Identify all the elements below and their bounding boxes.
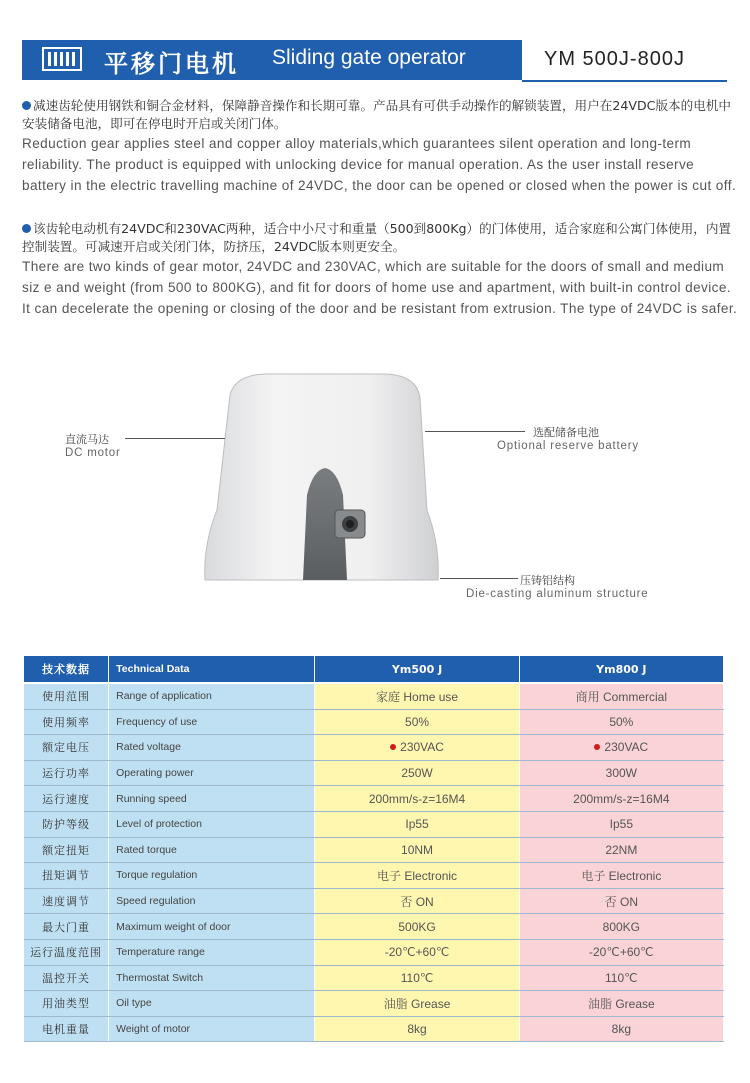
intro-paragraph-2	[22, 220, 742, 319]
table-row	[24, 735, 724, 761]
table-row	[24, 991, 724, 1017]
model-range: YM 500J-800J	[544, 48, 685, 70]
ym500-value	[315, 811, 519, 837]
ym800-value-text: 8kg	[611, 1022, 631, 1037]
row-label-cn	[24, 837, 109, 863]
table-row	[24, 811, 724, 837]
ym800-value	[519, 837, 723, 863]
ym500-value	[315, 965, 519, 991]
row-label-cn	[24, 1016, 109, 1042]
row-label-en	[109, 1016, 315, 1042]
row-label-cn-text: 额定电压	[42, 741, 91, 755]
table-row	[24, 709, 724, 735]
row-label-cn-text: 温控开关	[42, 971, 91, 985]
ym500-value-text: 230VAC	[400, 740, 444, 755]
ym800-value	[519, 1016, 723, 1042]
ym800-value-text: 230VAC	[604, 740, 649, 755]
page-title-en: Sliding gate operator	[272, 46, 466, 69]
ym800-value	[519, 760, 723, 786]
table-row	[24, 965, 724, 991]
row-label-cn-text: 运行功率	[42, 767, 91, 781]
gate-logo-icon	[42, 44, 82, 74]
table-row	[24, 863, 724, 889]
bullet-icon	[22, 101, 31, 110]
row-label-cn	[24, 991, 109, 1017]
row-label-en	[109, 965, 315, 991]
ym500-value	[315, 786, 519, 812]
ym500-value-text: 8kg	[407, 1022, 427, 1037]
row-label-cn	[24, 735, 109, 761]
row-label-en-text: Speed regulation	[116, 895, 196, 908]
ym800-value-text: 200mm/s-z=16M4	[573, 791, 670, 806]
header-rule	[522, 80, 727, 82]
callout-battery-en: Optional reserve battery	[497, 440, 639, 452]
row-label-en-text: Rated torque	[116, 843, 177, 856]
ym500-value-text: 200mm/s-z=16M4	[368, 791, 466, 806]
table-row	[24, 914, 724, 940]
callout-motor-en: DC motor	[65, 447, 121, 459]
ym500-value	[315, 760, 519, 786]
intro-p1-en: Reduction gear applies steel and copper alloy materials,which guarantees silent operation and long-term reliability. The product is equipped with unlocking device for manual operation. As the user install reserve battery in the electric travelling machine of 24VDC, the door can be opened or closed when the power is cut off.	[22, 136, 737, 193]
ym800-value	[519, 991, 723, 1017]
row-label-cn	[24, 939, 109, 965]
row-label-cn	[24, 709, 109, 735]
table-row	[24, 939, 724, 965]
row-label-cn-text: 使用范围	[42, 690, 91, 704]
ym500-value	[315, 1016, 519, 1042]
row-label-en	[109, 760, 315, 786]
ym800-value	[519, 914, 723, 940]
header-cn: 技术数据	[24, 656, 109, 683]
ym800-value	[519, 888, 723, 914]
ym800-value-text: -20℃+60℃	[589, 945, 654, 960]
row-label-en-text: Thermostat Switch	[116, 971, 204, 984]
ym800-value	[519, 965, 723, 991]
row-label-cn	[24, 888, 109, 914]
row-label-en	[109, 811, 315, 837]
ym800-value	[519, 735, 723, 761]
row-label-en-text: Maximum weight of door	[116, 920, 231, 933]
ym800-value-text: 800KG	[602, 919, 640, 934]
row-label-en-text: Range of application	[116, 690, 212, 703]
ym800-value	[519, 939, 723, 965]
row-label-cn	[24, 760, 109, 786]
header-ym500: Ym500 J	[315, 656, 519, 683]
table-row	[24, 837, 724, 863]
row-label-en	[109, 939, 315, 965]
ym500-value-text: Ip55	[405, 817, 429, 832]
callout-casting-en: Die-casting aluminum structure	[466, 588, 649, 600]
ym500-value	[315, 837, 519, 863]
row-label-en	[109, 683, 315, 709]
spec-table-header	[24, 656, 724, 683]
ym500-value-text: 10NM	[401, 842, 434, 857]
row-label-en-text: Weight of motor	[116, 1023, 191, 1036]
table-row	[24, 1016, 724, 1042]
row-label-cn-text: 速度调节	[42, 895, 91, 909]
ym500-value	[315, 709, 519, 735]
row-label-en-text: Torque regulation	[116, 869, 198, 882]
intro-p2-en: There are two kinds of gear motor, 24VDC and 230VAC, which are suitable for the doors of small and medium siz e and weight (from 500 to 800KG), and fit for doors of home use and apartment, with built-in control device. It can decelerate the opening or closing of the door and be resistant from extrusion. The type of 24VDC is safer.	[22, 259, 738, 316]
intro-p1-cn: 减速齿轮使用钢铁和铜合金材料，保障静音操作和长期可靠。产品具有可供手动操作的解锁装置，用户在24VDC版本的电机中安装储备电池，即可在停电时开启或关闭门体。	[22, 98, 732, 131]
row-label-en	[109, 837, 315, 863]
ym500-value-text: 500KG	[398, 919, 436, 934]
ym800-value-text: 110℃	[605, 970, 638, 985]
row-label-en	[109, 863, 315, 889]
row-label-cn	[24, 786, 109, 812]
row-label-en-text: Operating power	[116, 767, 194, 780]
callout-casting-line	[440, 578, 518, 579]
page-header	[22, 38, 727, 82]
callout-motor	[65, 431, 121, 459]
ym500-value-text: 110℃	[400, 970, 434, 985]
row-label-cn-text: 运行速度	[42, 792, 91, 806]
ym500-value-text: 电子 Electronic	[377, 868, 458, 883]
row-label-en-text: Level of protection	[116, 818, 202, 831]
ym500-value	[315, 939, 519, 965]
ym800-value-text: 否 ON	[604, 894, 638, 909]
ym800-value-text: 电子 Electronic	[581, 868, 662, 883]
red-dot-icon	[594, 744, 600, 750]
row-label-en	[109, 991, 315, 1017]
intro-p2-cn: 该齿轮电动机有24VDC和230VAC两种，适合中小尺寸和重量（500到800Kg）的门体使用，适合家庭和公寓门体使用，内置控制装置。可减速开启或关闭门体，防挤压，24VDC版本则更安全。	[22, 221, 732, 254]
callout-battery-line	[425, 431, 525, 432]
red-dot-icon	[390, 744, 396, 750]
spec-table	[24, 656, 724, 1042]
row-label-cn	[24, 965, 109, 991]
row-label-cn	[24, 811, 109, 837]
ym800-value-text: 22NM	[605, 842, 638, 857]
callout-battery-cn: 选配储备电池	[533, 426, 599, 439]
callout-motor-cn: 直流马达	[65, 433, 109, 446]
ym800-value-text: 油脂 Grease	[587, 996, 655, 1011]
ym500-value	[315, 888, 519, 914]
ym800-value	[519, 786, 723, 812]
row-label-cn-text: 扭矩调节	[42, 869, 91, 883]
ym800-value	[519, 811, 723, 837]
row-label-cn-text: 运行温度范围	[30, 946, 103, 960]
ym500-value	[315, 863, 519, 889]
row-label-cn-text: 额定扭矩	[42, 843, 91, 857]
ym500-value-text: 家庭 Home use	[376, 689, 459, 704]
row-label-en	[109, 735, 315, 761]
row-label-cn	[24, 914, 109, 940]
ym500-value-text: 油脂 Grease	[383, 996, 451, 1011]
header-ym800: Ym800 J	[519, 656, 723, 683]
callout-casting-cn: 压铸铝结构	[520, 574, 575, 587]
row-label-en	[109, 888, 315, 914]
ym500-value-text: 50%	[405, 714, 430, 729]
table-row	[24, 786, 724, 812]
row-label-en	[109, 786, 315, 812]
ym800-value	[519, 683, 723, 709]
callout-motor-line	[125, 438, 225, 439]
table-row	[24, 888, 724, 914]
ym500-value	[315, 914, 519, 940]
callout-battery	[497, 424, 639, 452]
spec-table-body	[24, 683, 724, 1042]
row-label-en	[109, 709, 315, 735]
ym500-value-text: 250W	[401, 766, 433, 781]
row-label-cn	[24, 683, 109, 709]
row-label-en-text: Temperature range	[116, 946, 205, 959]
row-label-cn-text: 电机重量	[42, 1023, 91, 1037]
row-label-cn-text: 用油类型	[42, 997, 91, 1011]
row-label-en	[109, 914, 315, 940]
ym800-value-text: Ip55	[609, 817, 633, 832]
ym500-value-text: -20℃+60℃	[384, 945, 450, 960]
intro-paragraph-1	[22, 97, 742, 196]
ym500-value	[315, 683, 519, 709]
table-row	[24, 760, 724, 786]
ym800-value-text: 300W	[605, 766, 637, 781]
ym500-value-text: 否 ON	[400, 894, 434, 909]
table-row	[24, 683, 724, 709]
ym800-value-text: 50%	[609, 714, 634, 729]
header-en: Technical Data	[109, 656, 315, 683]
ym800-value	[519, 709, 723, 735]
row-label-en-text: Running speed	[116, 792, 187, 805]
row-label-en-text: Rated voltage	[116, 741, 181, 754]
ym500-value	[315, 991, 519, 1017]
page-title-cn: 平移门电机	[104, 50, 239, 78]
bullet-icon	[22, 224, 31, 233]
ym800-value	[519, 863, 723, 889]
ym800-value-text: 商用 Commercial	[575, 689, 667, 704]
callout-casting	[466, 572, 649, 600]
ym500-value	[315, 735, 519, 761]
row-label-en-text: Frequency of use	[116, 715, 198, 728]
row-label-en-text: Oil type	[116, 997, 152, 1010]
row-label-cn-text: 使用频率	[42, 715, 91, 729]
row-label-cn-text: 最大门重	[42, 920, 91, 934]
row-label-cn	[24, 863, 109, 889]
row-label-cn-text: 防护等级	[42, 818, 91, 832]
gate-operator-product-image	[195, 370, 455, 590]
